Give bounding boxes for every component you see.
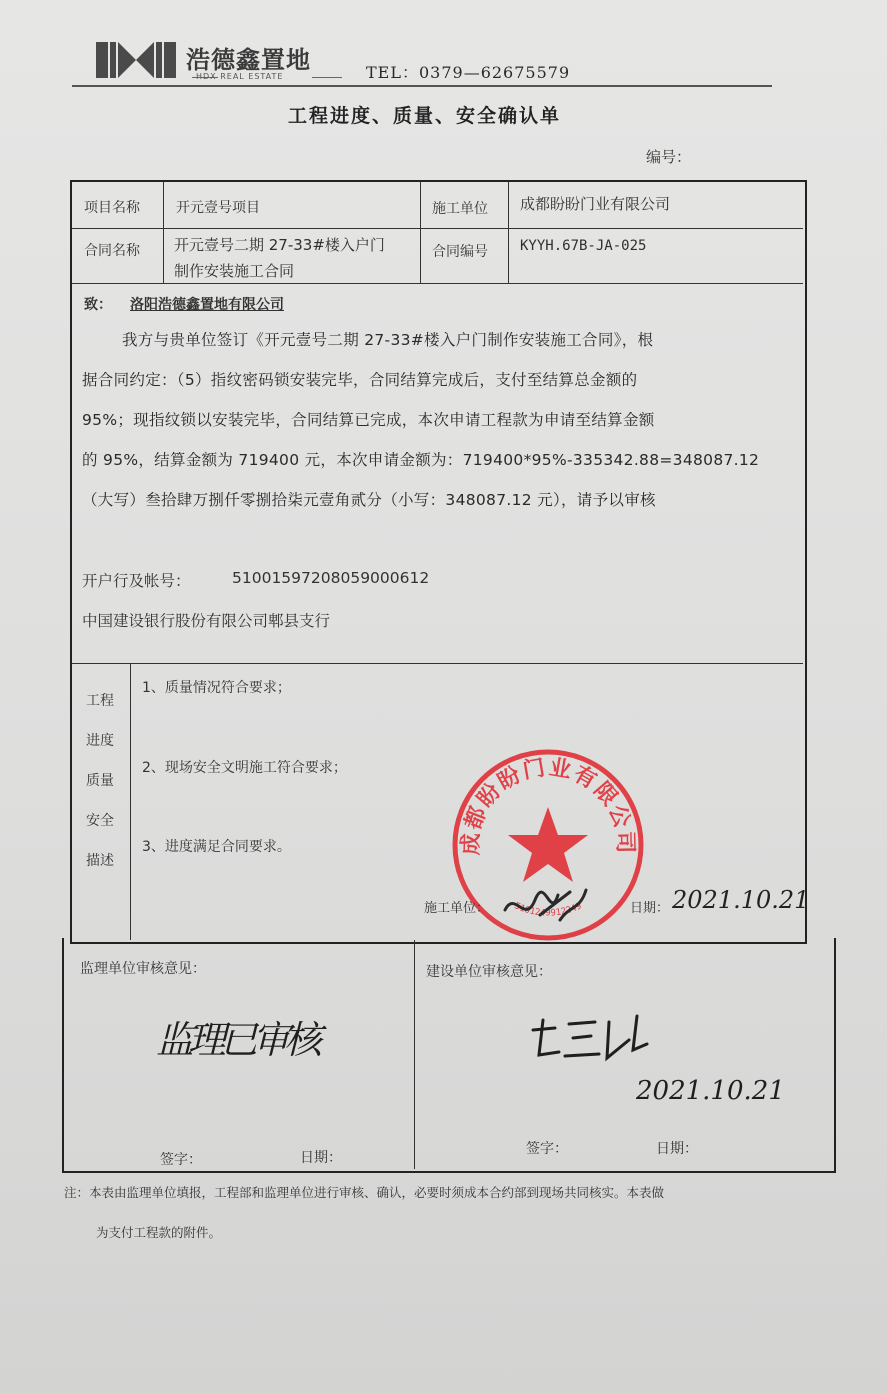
addressee-label: 致： — [84, 297, 112, 313]
seal-code-text: 5101249912249 — [512, 901, 584, 919]
bank-name: 中国建设银行股份有限公司郫县支行 — [82, 612, 331, 630]
supervisor-signature — [150, 1005, 330, 1075]
footnote-line: 注：本表由监理单位填报，工程部和监理单位进行审核、确认，必要时须成本合约部到现场共同核实。本表做 — [64, 1185, 665, 1200]
letter-line: 我方与贵单位签订《开元壹号二期 27-33#楼入户门制作安装施工合同》，根 — [122, 331, 654, 349]
grid-line — [420, 182, 421, 283]
grid-line — [72, 663, 803, 664]
owner-opinion-label: 建设单位审核意见： — [426, 964, 552, 980]
project-name-label: 项目名称 — [84, 200, 140, 216]
contractor-sign-label: 施工单位： — [424, 901, 490, 916]
assessment-item: 3、进度满足合同要求。 — [142, 839, 291, 855]
grid-line — [508, 182, 509, 283]
assessment-side-label: 描述 — [86, 853, 114, 869]
grid-line — [72, 228, 803, 229]
brand-subtitle: HDX REAL ESTATE — [196, 72, 284, 81]
owner-date-label: 日期： — [656, 1141, 698, 1157]
contract-number-value: KYYH.67B-JA-025 — [520, 238, 647, 254]
letter-line: 的 95%，结算金额为 719400 元，本次申请金额为：719400*95%-335342.88=348087.12 — [82, 451, 760, 469]
letter-line: 95%；现指纹锁以安装完毕，合同结算已完成，本次申请工程款为申请至结算金额 — [82, 411, 655, 429]
contractor-signature-mark — [500, 880, 590, 930]
project-name-value: 开元壹号项目 — [176, 200, 260, 216]
contractor-label: 施工单位 — [432, 201, 488, 217]
owner-date-handwritten: 2021.10.21 — [636, 1076, 785, 1106]
serial-number-label: 编号： — [646, 148, 692, 166]
contract-number-label: 合同编号 — [432, 244, 488, 260]
telephone: TEL：0379—62675579 — [366, 63, 571, 82]
bank-account-number: 51001597208059000612 — [232, 569, 430, 587]
footnote-line: 为支付工程款的附件。 — [96, 1225, 222, 1240]
assessment-side-label: 工程 — [86, 693, 114, 709]
form-title: 工程进度、质量、安全确认单 — [288, 105, 562, 127]
grid-line — [130, 663, 131, 940]
letter-body — [82, 320, 798, 520]
owner-sign-label: 签字： — [526, 1141, 568, 1157]
assessment-side-label: 安全 — [86, 813, 114, 829]
assessment-date-handwritten: 2021.10.21 — [672, 886, 810, 914]
grid-line — [72, 283, 803, 284]
contract-name-line2: 制作安装施工合同 — [174, 262, 295, 280]
header-rule — [72, 85, 772, 87]
brand-name: 浩德鑫置地 — [186, 46, 311, 74]
supervisor-date-label: 日期： — [300, 1150, 342, 1166]
contract-name-line1: 开元壹号二期 27-33#楼入户门 — [174, 236, 385, 254]
svg-text:监理已审核: 监理已审核 — [156, 1018, 322, 1062]
assessment-item: 1、质量情况符合要求； — [142, 680, 291, 696]
letter-line: 据合同约定：（5）指纹密码锁安装完毕，合同结算完成后，支付至结算总金额的 — [82, 371, 638, 389]
supervisor-opinion-label: 监理单位审核意见： — [80, 961, 206, 977]
assessment-item: 2、现场安全文明施工符合要求； — [142, 760, 347, 776]
brand-divider — [312, 77, 342, 78]
assessment-side-label: 进度 — [86, 733, 114, 749]
company-logo-icon — [96, 40, 176, 80]
grid-line — [163, 182, 164, 283]
supervisor-sign-label: 签字： — [160, 1152, 202, 1168]
bank-account-label: 开户行及帐号： — [82, 572, 191, 590]
owner-signature-mark — [525, 1010, 655, 1070]
letter-line: （大写）叁拾肆万捌仟零捌拾柒元壹角贰分（小写：348087.12 元），请予以审核 — [82, 491, 656, 509]
grid-line — [414, 940, 415, 1169]
contract-name-label: 合同名称 — [84, 243, 140, 259]
contractor-value: 成都盼盼门业有限公司 — [520, 195, 671, 213]
seal-company-text: 成都盼盼门业有限公司 — [458, 755, 638, 856]
assessment-date-label: 日期： — [630, 901, 670, 916]
assessment-side-label: 质量 — [86, 773, 114, 789]
addressee-value: 洛阳浩德鑫置地有限公司 — [130, 297, 284, 313]
